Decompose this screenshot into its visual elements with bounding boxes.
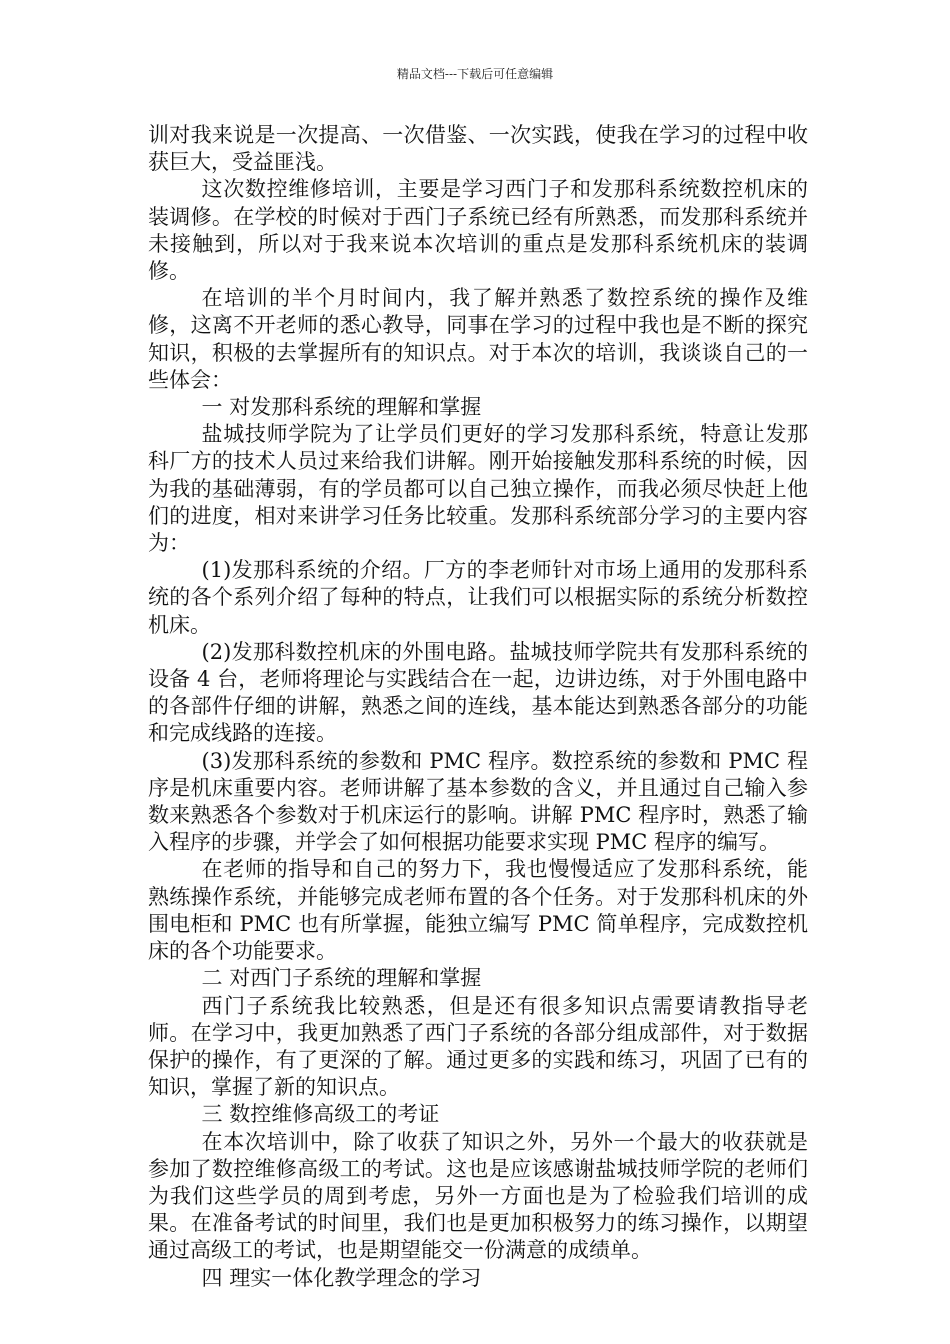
paragraph-3: 在培训的半个月时间内，我了解并熟悉了数控系统的操作及维修，这离不开老师的悉心教导，同事在学习的过程中我也是不断的探究知识，积极的去掌握所有的知识点。对于本次的培训，我谈谈自己的一些体会： (148, 286, 808, 392)
paragraph-7: 在本次培训中，除了收获了知识之外，另外一个最大的收获就是参加了数控维修高级工的考试。这也是应该感谢盐城技师学院的老师们为我们这些学员的周到考虑，另外一方面也是为了检验我们培训的成果。在准备考试的时间里，我们也是更加积极努力的练习操作，以期望通过高级工的考试，也是期望能交一份满意的成绩单。 (148, 1129, 808, 1263)
paragraph-4: 盐城技师学院为了让学员们更好的学习发那科系统，特意让发那科厂方的技术人员过来给我们讲解。刚开始接触发那科系统的时候，因为我的基础薄弱，有的学员都可以自己独立操作，而我必须尽快赶上他们的进度，相对来讲学习任务比较重。发那科系统部分学习的主要内容为： (148, 422, 808, 556)
paragraph-2: 这次数控维修培训，主要是学习西门子和发那科系统数控机床的装调修。在学校的时候对于西门子系统已经有所熟悉，而发那科系统并未接触到，所以对于我来说本次培训的重点是发那科系统机床的装调修。 (148, 177, 808, 284)
paragraph-1: 训对我来说是一次提高、一次借鉴、一次实践，使我在学习的过程中收获巨大，受益匪浅。 (148, 123, 808, 175)
list-item-3: (3)发那科系统的参数和 PMC 程序。数控系统的参数和 PMC 程序是机床重要内容。老师讲解了基本参数的含义，并且通过自己输入参数来熟悉各个参数对于机床运行的影响。讲解 PMC 程序时，熟悉了输入程序的步骤，并学会了如何根据功能要求实现 PMC 程序的编写。 (148, 748, 808, 855)
list-item-1: (1)发那科系统的介绍。厂方的李老师针对市场上通用的发那科系统的各个系列介绍了每种的特点，让我们可以根据实际的系统分析数控机床。 (148, 558, 808, 637)
section-heading-3: 三 数控维修高级工的考证 (201, 1102, 440, 1127)
page-header: 精品文档---下载后可任意编辑 (396, 67, 554, 81)
section-heading-2: 二 对西门子系统的理解和掌握 (201, 966, 482, 991)
paragraph-6: 西门子系统我比较熟悉，但是还有很多知识点需要请教指导老师。在学习中，我更加熟悉了西门子系统的各部分组成部件，对于数据保护的操作，有了更深的了解。通过更多的实践和练习，巩固了已有的知识，掌握了新的知识点。 (148, 993, 808, 1100)
section-heading-1: 一 对发那科系统的理解和掌握 (201, 395, 482, 420)
section-heading-4: 四 理实一体化教学理念的学习 (201, 1265, 482, 1290)
document-body (148, 122, 808, 1292)
paragraph-5: 在老师的指导和自己的努力下，我也慢慢适应了发那科系统，能熟练操作系统，并能够完成老师布置的各个任务。对于发那科机床的外围电柜和 PMC 也有所掌握，能独立编写 PMC 简单程序，完成数控机床的各个功能要求。 (148, 857, 808, 964)
list-item-2: (2)发那科数控机床的外围电路。盐城技师学院共有发那科系统的设备 4 台，老师将理论与实践结合在一起，边讲边练，对于外围电路中的各部件仔细的讲解，熟悉之间的连线，基本能达到熟悉各部分的功能和完成线路的连接。 (148, 639, 808, 746)
